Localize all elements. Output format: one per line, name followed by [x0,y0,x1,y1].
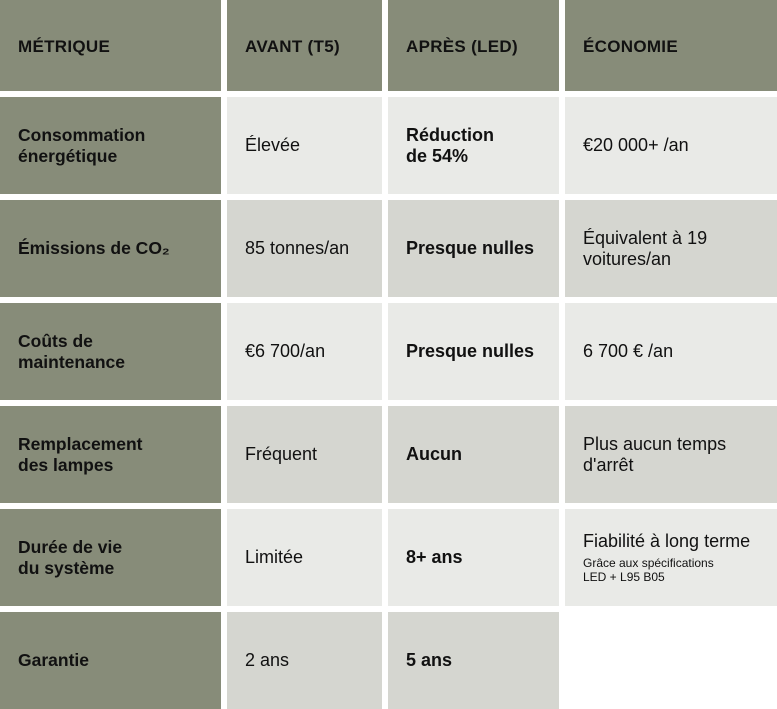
row-before: Élevée [227,97,382,194]
row-metric: Garantie [0,612,221,709]
row-metric: Émissions de CO₂ [0,200,221,297]
row-after: Réduction de 54% [388,97,559,194]
row-saving-empty [565,612,777,709]
saving-note: Grâce aux spécifications LED + L95 B05 [583,556,714,584]
row-before: Fréquent [227,406,382,503]
row-saving: Équivalent à 19 voitures/an [565,200,777,297]
header-saving: ÉCONOMIE [565,0,777,91]
saving-main: Fiabilité à long terme [583,531,751,551]
row-before: 85 tonnes/an [227,200,382,297]
row-after: Presque nulles [388,303,559,400]
row-metric: Durée de vie du système [0,509,221,606]
row-saving: 6 700 € /an [565,303,777,400]
header-before: AVANT (T5) [227,0,382,91]
row-saving: €20 000+ /an [565,97,777,194]
row-after: Aucun [388,406,559,503]
row-before: Limitée [227,509,382,606]
row-metric: Consommation énergétique [0,97,221,194]
row-after: Presque nulles [388,200,559,297]
row-saving [565,509,777,606]
row-before: €6 700/an [227,303,382,400]
row-before: 2 ans [227,612,382,709]
row-metric: Coûts de maintenance [0,303,221,400]
row-metric: Remplacement des lampes [0,406,221,503]
row-after: 8+ ans [388,509,559,606]
row-after: 5 ans [388,612,559,709]
row-saving: Plus aucun temps d'arrêt [565,406,777,503]
header-after: APRÈS (LED) [388,0,559,91]
header-metric: MÉTRIQUE [0,0,221,91]
